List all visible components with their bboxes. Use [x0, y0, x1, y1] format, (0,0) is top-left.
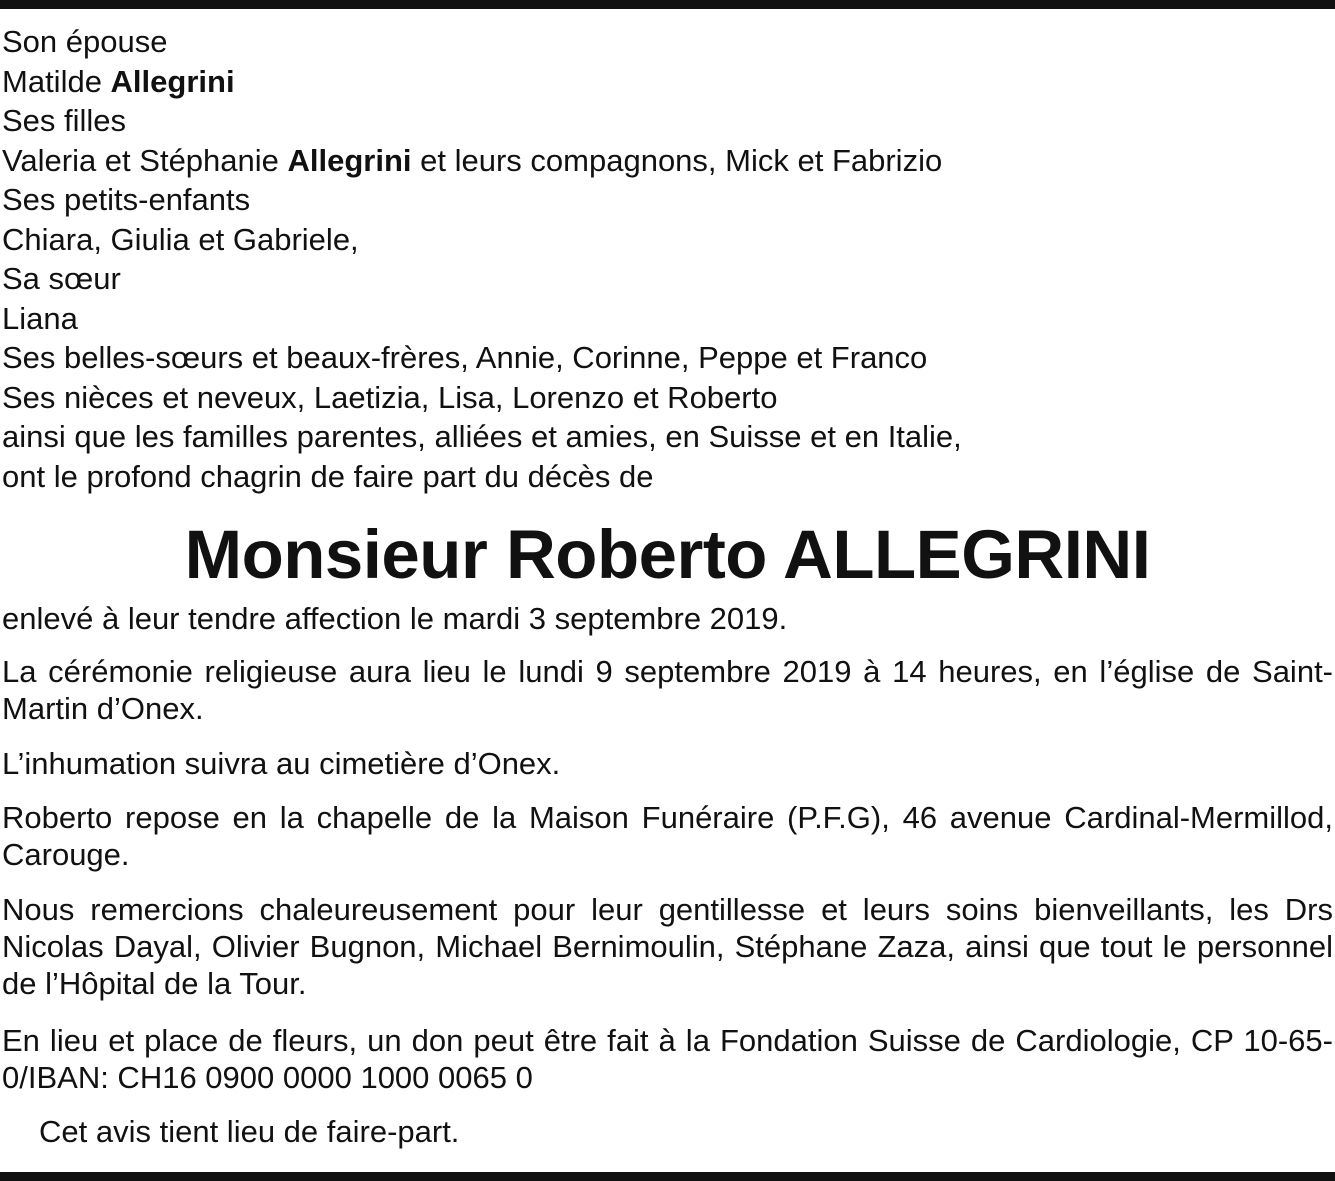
family-list [2, 22, 1332, 496]
surname: Allegrini [110, 63, 235, 99]
family-line: ainsi que les familles parentes, alliées et amies, en Suisse et en Italie, [2, 419, 962, 454]
chapel-paragraph: Roberto repose en la chapelle de la Maison Funéraire (P.F.G), 46 avenue Cardinal-Mermillod, Carouge. [2, 800, 1333, 872]
family-line: Sa sœur [2, 261, 121, 296]
top-rule [0, 0, 1335, 9]
ceremony-paragraph: La cérémonie religieuse aura lieu le lundi 9 septembre 2019 à 14 heures, en l’église de Saint-Martin d’Onex. [2, 654, 1333, 726]
surname: Allegrini [287, 142, 412, 178]
death-announcement: enlevé à leur tendre affection le mardi 3 septembre 2019. [2, 601, 788, 636]
family-line: Valeria et Stéphanie Allegrini et leurs compagnons, Mick et Fabrizio [2, 142, 943, 178]
bottom-rule [0, 1172, 1335, 1181]
deceased-name: Monsieur Roberto ALLEGRINI [184, 516, 1151, 593]
burial-paragraph: L’inhumation suivra au cimetière d’Onex. [2, 746, 561, 781]
family-line: Ses nièces et neveux, Laetizia, Lisa, Lorenzo et Roberto [2, 379, 778, 415]
notice-line: Cet avis tient lieu de faire-part. [39, 1114, 460, 1149]
family-line: Chiara, Giulia et Gabriele, [2, 221, 359, 257]
family-line: Matilde Allegrini [2, 63, 235, 99]
family-line: Ses petits-enfants [2, 182, 251, 217]
family-line: Liana [2, 300, 78, 336]
family-line: ont le profond chagrin de faire part du décès de [2, 458, 654, 494]
thanks-paragraph: Nous remercions chaleureusement pour leur gentillesse et leurs soins bienveillants, les Drs Nicolas Dayal, Olivier Bugnon, Michael Bernimoulin, Stéphane Zaza, ainsi que tout le personnel de l’Hôpital de la Tour. [2, 892, 1333, 1001]
family-line: Ses belles-sœurs et beaux-frères, Annie, Corinne, Peppe et Franco [2, 340, 928, 375]
donation-paragraph: En lieu et place de fleurs, un don peut être fait à la Fondation Suisse de Cardiologie, CP 10-65-0/IBAN: CH16 0900 0000 1000 0065 0 [2, 1023, 1333, 1095]
family-line: Son épouse [2, 24, 168, 59]
family-line: Ses filles [2, 103, 127, 138]
